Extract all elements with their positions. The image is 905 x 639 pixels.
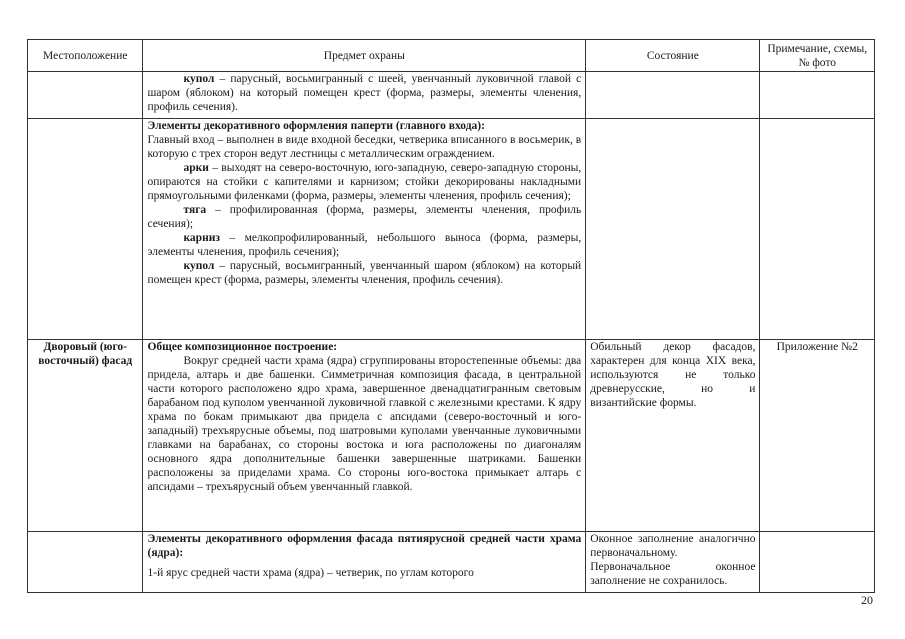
term: карниз [183,232,220,244]
section-heading: Элементы декоративного оформления фасада пятиярусной средней части храма (ядра): [147,533,582,559]
term: купол [183,260,215,272]
cell-state: Оконное заполнение аналогично первоначальному. Первоначальное оконное заполнение не сохранилось. [586,532,760,593]
cell-subject [143,72,586,119]
table-header-row [28,40,875,72]
protection-table [27,39,875,593]
term-text: – профилированная (форма, размеры, элементы членения, профиль сечения); [147,204,582,230]
table-row [28,72,875,119]
cell-note: Приложение №2 [760,340,875,532]
section-heading: Элементы декоративного оформления паперти (главного входа): [147,120,485,132]
paragraph: Вокруг средней части храма (ядра) сгруппированы второстепенные объемы: два придела, алтарь и две башенки. Симметричная композиция фасада, в центральной части которого расположено ядро храма, завершенное двенадцатигранным световым барабаном под куполом увенчанной луковичной главкой с железными крестами. К ядру храма по бокам примыкают два придела с апсидами (северо-восточный и юго-западный) трехъярусные объемы, под шатровыми куполами увенчанные луковичными главками на барабанах, со стороны востока и юга расположены по диагоналям основного ядра дополнительные башенки завершенные шатриками. Башенки расположены за приделами храма. Со стороны юго-востока примыкает алтарь с апсидами – трехъярусный объем увенчанный главкой. [147,355,582,493]
term-text: – мелкопрофилированный, небольшого выноса (форма, размеры, элементы членения, профиль сечения); [147,232,582,258]
cell-state [586,119,760,340]
header-location: Местоположение [28,40,143,72]
cell-location [28,72,143,119]
cell-location: Дворовый (юго-восточный) фасад [28,340,143,532]
term-text: – парусный, восьмигранный с шеей, увенчанный луковичной главой с шаром (яблоком) на который помещен крест (форма, размеры, элементы членения, профиль сечения). [147,73,582,113]
page-number: 20 [861,593,873,607]
cell-note [760,72,875,119]
term: купол [183,73,215,85]
header-note: Примечание, схемы, № фото [760,40,875,72]
cell-subject [143,119,586,340]
cell-state [586,72,760,119]
table-row [28,532,875,593]
cell-subject [143,340,586,532]
paragraph: 1-й ярус средней части храма (ядра) – четверик, по углам которого [147,567,474,579]
cell-note [760,532,875,593]
term-text: – выходят на северо-восточную, юго-западную, северо-западную стороны, опираются на стойки с капителями и карнизом; стойки декорированы накладными прямоугольными филенками (форма, размеры, элементы членения, профиль сечения); [147,162,582,202]
cell-note [760,119,875,340]
paragraph: Главный вход – выполнен в виде входной беседки, четверика вписанного в восьмерик, в которую с трех сторон ведут лестницы с металлическим ограждением. [147,134,582,160]
table-row [28,340,875,532]
cell-subject [143,532,586,593]
cell-location [28,532,143,593]
cell-location [28,119,143,340]
term: арки [183,162,209,174]
header-subject: Предмет охраны [143,40,586,72]
term-text: – парусный, восьмигранный, увенчанный шаром (яблоком) на который помещен крест (форма, размеры, элементы членения, профиль сечения). [147,260,582,286]
header-state: Состояние [586,40,760,72]
section-heading: Общее композиционное построение: [147,341,338,353]
term: тяга [183,204,207,216]
table-row [28,119,875,340]
cell-state: Обильный декор фасадов, характерен для конца XIX века, используются не только древнерусские, но и византийские формы. [586,340,760,532]
